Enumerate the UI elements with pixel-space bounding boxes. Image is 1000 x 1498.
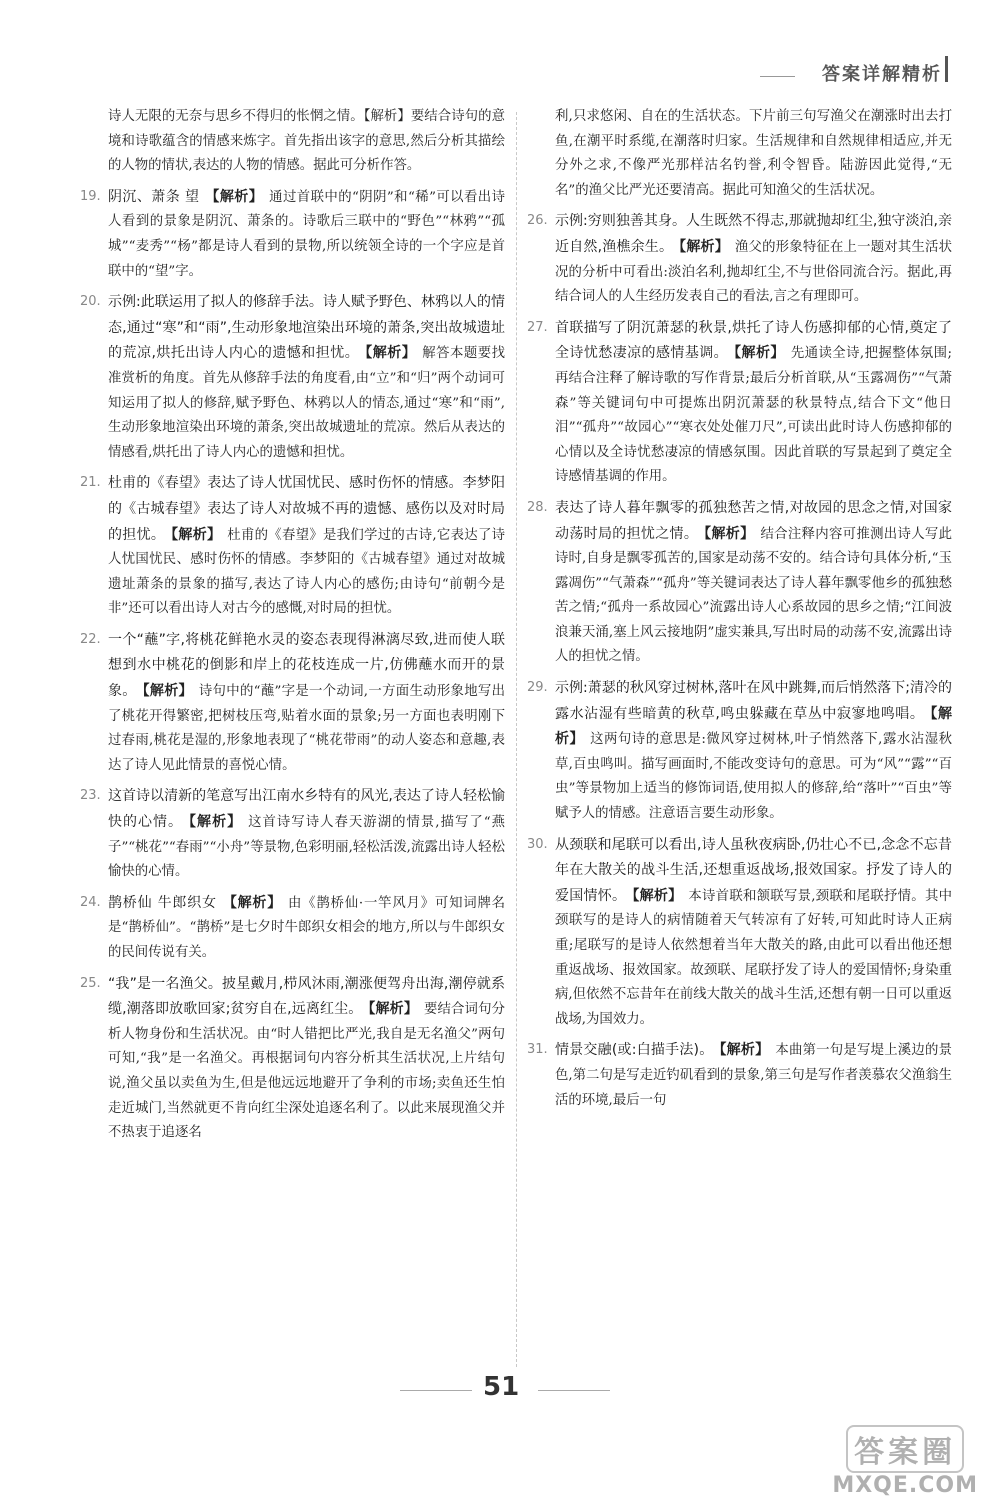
analysis-tag: 【解析】	[205, 188, 264, 205]
question-number: 24.	[80, 894, 101, 910]
answer-text: 示例:此联运用了拟人的修辞手法。诗人赋予野色、林鸦以人的情态,通过“寒”和“雨”,生动形象地渲染出环境的萧条,突出故城遗址的荒凉,烘托出诗人内心的遗憾和担忧。	[108, 294, 505, 362]
question-number: 29.	[527, 680, 548, 696]
answer-text: “我”是一名渔父。披星戴月,栉风沐雨,潮涨便驾舟出海,潮停就系缆,潮落即放歌回家;贫穷自在,远离红尘。	[108, 975, 505, 1018]
answer-item	[80, 891, 505, 966]
explanation-text: 这首诗写诗人春天游湖的情景,描写了“燕子”“桃花”“春雨”“小舟”等景物,色彩明丽,轻松活泼,流露出诗人轻松愉快的心情。	[108, 815, 506, 880]
page-number: 51	[483, 1372, 520, 1402]
answer-item	[80, 290, 505, 465]
answer-text: 阴沉、萧条 望	[108, 188, 200, 205]
explanation-text: 要结合词句分析人物身份和生活状况。由“时人错把比严光,我自是无名渔父”两句可知,“我”是一名渔父。再根据词句内容分析其生活状况,上片结句说,渔父虽以卖鱼为生,但是他远远地避开了争利的市场;卖鱼还生怕走近城门,当然就更不肯向红尘深处追逐名利了。以此来展现渔父并不热衷于追逐名	[108, 1002, 506, 1141]
analysis-tag: 【解析】	[365, 345, 417, 362]
explanation-text: 本曲第一句是写堤上溪边的景色,第二句是写走近钓矶看到的景象,第三句是写作者羡慕农父渔翁生活的环境,最后一句	[555, 1043, 953, 1108]
question-number: 27.	[527, 319, 548, 335]
left-column	[80, 105, 505, 1152]
answer-item	[527, 105, 952, 203]
analysis-tag: 【解析】	[222, 894, 282, 911]
answer-content	[527, 316, 952, 490]
explanation-text: 杜甫的《春望》是我们学过的古诗,它表达了诗人忧国忧民、感时伤怀的情感。李梦阳的《古城春望》通过对故城遗址萧条的景象的描写,表达了诗人内心的感伤;由诗句“前朝今是非”还可以看出诗人对古今的感慨,对时局的担忧。	[108, 527, 506, 617]
watermark-url: MXQE.COM	[832, 1473, 978, 1498]
answer-text: 杜甫的《春望》表达了诗人忧国忧民、感时伤怀的情感。李梦阳的《古城春望》表达了诗人对故城不再的遗憾、感伤以及对时局的担忧。	[108, 475, 505, 543]
answer-content	[527, 105, 952, 203]
column-divider	[516, 112, 517, 1367]
answer-content	[80, 784, 505, 884]
right-column	[527, 105, 952, 1119]
analysis-tag: 【解析】	[679, 238, 729, 255]
answer-text: 首联描写了阴沉萧瑟的秋景,烘托了诗人伤感抑郁的心情,奠定了全诗忧愁凄凉的感情基调。	[555, 319, 952, 362]
answer-content	[527, 676, 952, 827]
analysis-tag: 【解析】	[189, 814, 243, 831]
answer-content	[80, 628, 505, 779]
answer-content	[80, 105, 505, 179]
analysis-tag: 【解析】	[171, 526, 222, 543]
page-header	[0, 52, 1000, 102]
answer-content	[80, 972, 505, 1146]
answer-content	[527, 496, 952, 670]
header-rule	[760, 76, 795, 77]
footer-rule-right	[538, 1390, 610, 1391]
analysis-tag: 【解析】	[555, 705, 952, 748]
header-bracket-mark	[945, 56, 948, 82]
answer-item	[80, 471, 505, 622]
answer-item	[80, 105, 505, 179]
answer-text: 这首诗以清新的笔意写出江南水乡特有的风光,表达了诗人轻松愉快的心情。	[108, 788, 505, 831]
answer-text: 表达了诗人暮年飘零的孤独愁苦之情,对故园的思念之情,对国家动荡时局的担忧之情。	[555, 499, 952, 542]
question-number: 28.	[527, 499, 548, 515]
question-number: 25.	[80, 975, 101, 991]
explanation-text: 这两句诗的意思是:微风穿过树林,叶子悄然落下,露水沾湿秋草,百虫鸣叫。描写画面时,不能改变诗句的意思。可为“风”“露”“百虫”等景物加上适当的修饰词语,使用拟人的修辞,给“落叶”“百虫”等赋予人的情感。注意语言要生动形象。	[555, 732, 953, 822]
question-number: 22.	[80, 631, 101, 647]
question-number: 26.	[527, 213, 548, 229]
explanation-text: 本诗首联和颔联写景,颈联和尾联抒情。其中颈联写的是诗人的病情随着天气转凉有了好转,可知此时诗人正病重;尾联写的是诗人依然想着当年大散关的路,由此可以看出他还想重返战场、报效国家。故颈联、尾联抒发了诗人的爱国情怀;身染重病,但依然不忘昔年在前线大散关的战斗生活,还想有朝一日可以重返战场,为国效力。	[555, 888, 952, 1027]
analysis-tag: 【解析】	[632, 887, 683, 904]
answer-text: 示例:萧瑟的秋风穿过树林,落叶在风中跳舞,而后悄然落下;清冷的露水沾湿有些暗黄的秋草,鸣虫躲藏在草丛中寂寥地鸣唱。	[555, 680, 952, 722]
answer-item	[527, 209, 952, 309]
explanation-text: 诗句中的“蘸”字是一个动词,一方面生动形象地写出了桃花开得繁密,把树枝压弯,贴着水面的景象;另一方面也表明刚下过春雨,桃花是湿的,形象地表现了“桃花带雨”的动人姿态和意趣,表达了诗人见此情景的喜悦心情。	[108, 684, 506, 773]
answer-text: 鹊桥仙 牛郎织女	[108, 894, 217, 911]
answer-item	[80, 784, 505, 884]
footer-rule-left	[400, 1390, 472, 1391]
analysis-tag: 【解析】	[719, 1042, 770, 1059]
answer-content	[80, 891, 505, 966]
answer-text: 示例:穷则独善其身。人生既然不得志,那就抛却红尘,独守淡泊,亲近自然,渔樵余生。	[555, 213, 952, 255]
answer-item	[527, 676, 952, 827]
answer-content	[527, 209, 952, 309]
answer-item	[527, 1038, 952, 1113]
question-number: 23.	[80, 788, 101, 804]
watermark-logo: 答案圈	[846, 1425, 964, 1473]
answer-content	[80, 471, 505, 622]
answer-text: 从颈联和尾联可以看出,诗人虽秋夜病卧,仍壮心不已,念念不忘昔年在大散关的战斗生活,还想重返战场,报效国家。抒发了诗人的爱国情怀。	[555, 836, 952, 904]
answer-item	[527, 496, 952, 670]
explanation-text: 渔父的形象特征在上一题对其生活状况的分析中可看出:淡泊名利,抛却红尘,不与世俗同流合污。据此,再结合词人的人生经历发表自己的看法,言之有理即可。	[555, 239, 953, 305]
answer-item	[80, 972, 505, 1146]
answer-content	[80, 290, 505, 465]
answer-item	[80, 185, 505, 284]
explanation-text: 结合注释内容可推测出诗人写此诗时,自身是飘零孤苦的,国家是动荡不安的。结合诗句具体分析,“玉露凋伤”“气萧森”“孤舟”等关键词表达了诗人暮年飘零他乡的孤独愁苦之情;“孤舟一系故园心”流露出诗人心系故园的思乡之情;“江间波浪兼天涌,塞上风云接地阴”虚实兼具,写出时局的动荡不安,流露出诗人的担忧之情。	[555, 526, 953, 665]
answer-content	[80, 185, 505, 284]
answer-text: 情景交融(或:白描手法)。	[555, 1042, 714, 1059]
answer-item	[527, 316, 952, 490]
answer-item	[527, 833, 952, 1033]
explanation-text: 诗人无限的无奈与思乡不得归的怅惘之情。【解析】要结合诗句的意境和诗歌蕴含的情感来炼字。首先指出该字的意思,然后分析其描绘的人物的情状,表达的人物的情感。据此可分析作答。	[108, 109, 505, 174]
question-number: 20.	[80, 294, 101, 310]
answer-content	[527, 833, 952, 1033]
analysis-tag: 【解析】	[734, 345, 785, 362]
explanation-text: 解答本题要找准赏析的角度。首先从修辞手法的角度看,由“立”和“归”两个动词可知运用了拟人的修辞,赋予野色、林鸦以人的情态,通过“寒”和“雨”,生动形象地渲染出环境的萧条,突出故城遗址的荒凉。然后从表达的情感看,烘托出了诗人内心的遗憾和担忧。	[108, 346, 506, 460]
question-number: 30.	[527, 836, 548, 852]
answer-text: 一个“蘸”字,将桃花鲜艳水灵的姿态表现得淋漓尽致,进而使人联想到水中桃花的倒影和岸上的花枝连成一片,仿佛蘸水而开的景象。	[108, 631, 505, 700]
analysis-tag: 【解析】	[704, 525, 755, 542]
analysis-tag: 【解析】	[142, 683, 193, 700]
answer-content	[527, 1038, 952, 1113]
header-title: 答案详解精析	[822, 64, 942, 85]
analysis-tag: 【解析】	[368, 1001, 418, 1018]
watermark	[832, 1425, 978, 1498]
explanation-text: 先通读全诗,把握整体氛围;再结合注释了解诗歌的写作背景;最后分析首联,从“玉露凋伤”“气萧森”等关键词句中可提炼出阴沉萧瑟的秋景特点,结合下文“他日泪”“孤舟”“故园心”“寒衣处处催刀尺”,可读出此时诗人伤感抑郁的心情以及全诗忧愁凄凉的情感氛围。因此首联的写景起到了奠定全诗感情基调的作用。	[555, 346, 952, 485]
question-number: 21.	[80, 475, 101, 491]
page-footer	[0, 1370, 1000, 1410]
explanation-text: 利,只求悠闲、自在的生活状态。下片前三句写渔父在潮涨时出去打鱼,在潮平时系缆,在潮落时归家。生活规律和自然规律相适应,并无分外之求,不像严光那样沽名钓誉,利令智昏。陆游因此觉得,“无名”的渔父比严光还要清高。据此可知渔父的生活状况。	[555, 109, 952, 198]
explanation-text: 通过首联中的“阴阴”和“稀”可以看出诗人看到的景象是阴沉、萧条的。诗歌后三联中的“野色”“林鸦”“孤城”“麦秀”“杨”都是诗人看到的景物,所以统领全诗的一个字应是首联中的“望”字。	[108, 189, 505, 279]
question-number: 19.	[80, 188, 101, 204]
explanation-text: 由《鹊桥仙·一竿风月》可知词牌名是“鹊桥仙”。“鹊桥”是七夕时牛郎织女相会的地方,所以与牛郎织女的民间传说有关。	[108, 895, 506, 960]
question-number: 31.	[527, 1042, 548, 1058]
answer-item	[80, 628, 505, 779]
